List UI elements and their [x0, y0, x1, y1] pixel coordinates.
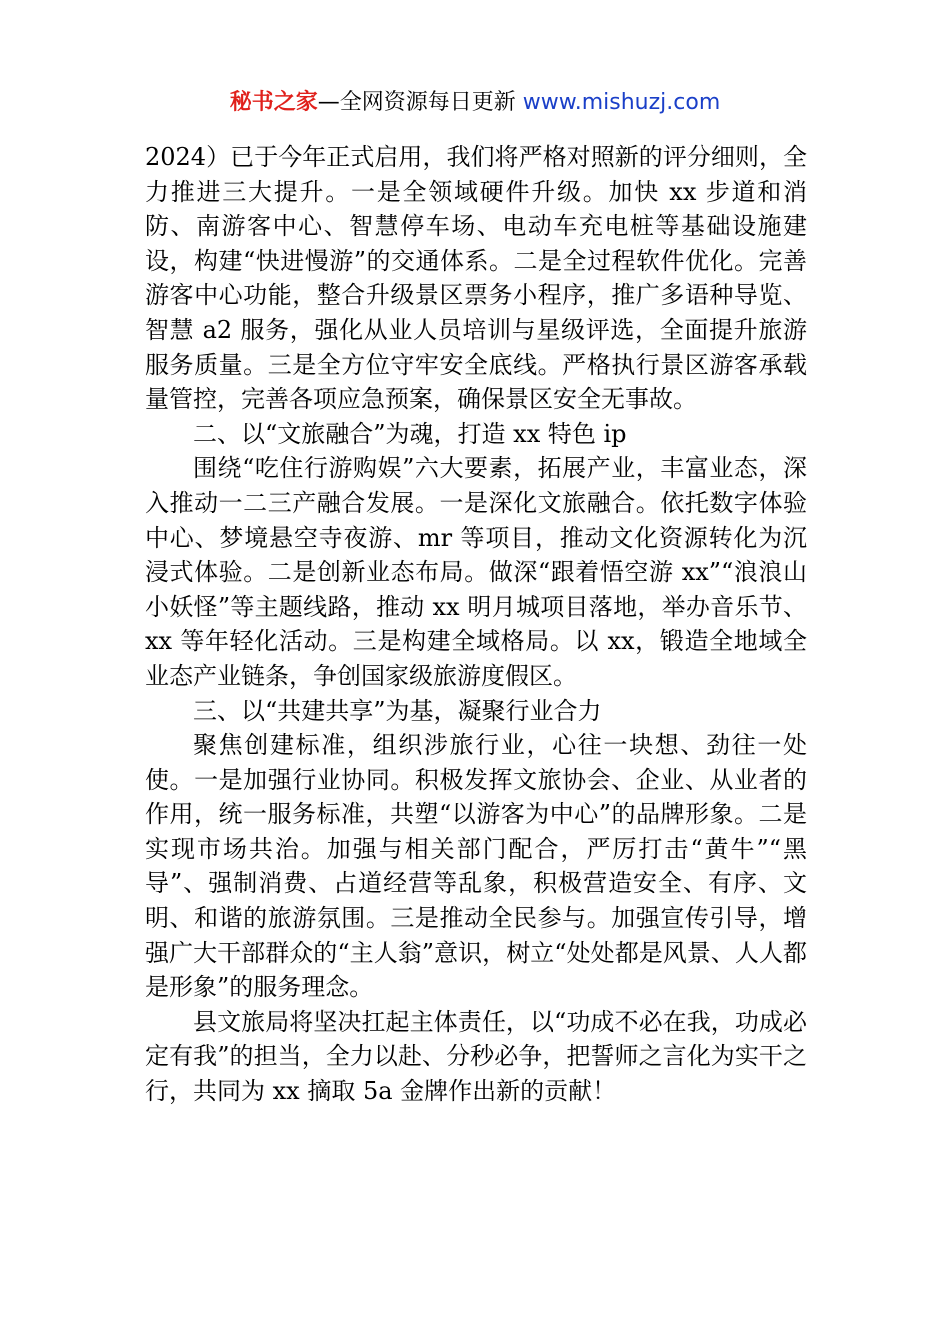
site-url-link[interactable]: www.mishuzj.com — [522, 90, 721, 115]
paragraph-section-3: 聚焦创建标准，组织涉旅行业，心往一块想、劲往一处使。一是加强行业协同。积极发挥文旅协会、企业、从业者的作用，统一服务标准，共塑“以游客为中心”的品牌形象。二是实现市场共治。加强与相关部门配合，严厉打击“黄牛”“黑导”、强制消费、占道经营等乱象，积极营造安全、有序、文明、和谐的旅游氛围。三是推动全民参与。加强宣传引导，增强广大干部群众的“主人翁”意识，树立“处处都是风景、人人都是形象”的服务理念。 — [145, 731, 807, 1002]
site-tagline: —全网资源每日更新 — [317, 90, 523, 115]
document-body — [145, 140, 807, 1109]
site-header — [0, 88, 950, 118]
paragraph-section-2: 围绕“吃住行游购娱”六大要素，拓展产业，丰富业态，深入推动一二三产融合发展。一是深化文旅融合。依托数字体验中心、梦境悬空寺夜游、mr 等项目，推动文化资源转化为沉浸式体验。二是创新业态布局。做深“跟着悟空游 xx”“浪浪山小妖怪”等主题线路，推动 xx 明月城项目落地，举办音乐节、xx 等年轻化活动。三是构建全域格局。以 xx，锻造全地域全业态产业链条，争创国家级旅游度假区。 — [145, 454, 807, 690]
paragraph-continuation: 2024）已于今年正式启用，我们将严格对照新的评分细则，全力推进三大提升。一是全领域硬件升级。加快 xx 步道和消防、南游客中心、智慧停车场、电动车充电桩等基础设施建设，构建“快进慢游”的交通体系。二是全过程软件优化。完善游客中心功能，整合升级景区票务小程序，推广多语种导览、智慧 a2 服务，强化从业人员培训与星级评选，全面提升旅游服务质量。三是全方位守牢安全底线。严格执行景区游客承载量管控，完善各项应急预案，确保景区安全无事故。 — [145, 143, 807, 414]
section-heading-2: 二、以“文旅融合”为魂，打造 xx 特色 ip — [193, 419, 627, 448]
site-brand: 秘书之家 — [229, 90, 318, 115]
paragraph-closing: 县文旅局将坚决扛起主体责任，以“功成不必在我，功成必定有我”的担当，全力以赴、分秒必争，把誓师之言化为实干之行，共同为 xx 摘取 5a 金牌作出新的贡献！ — [145, 1007, 807, 1106]
section-heading-3: 三、以“共建共享”为基，凝聚行业合力 — [193, 696, 602, 725]
